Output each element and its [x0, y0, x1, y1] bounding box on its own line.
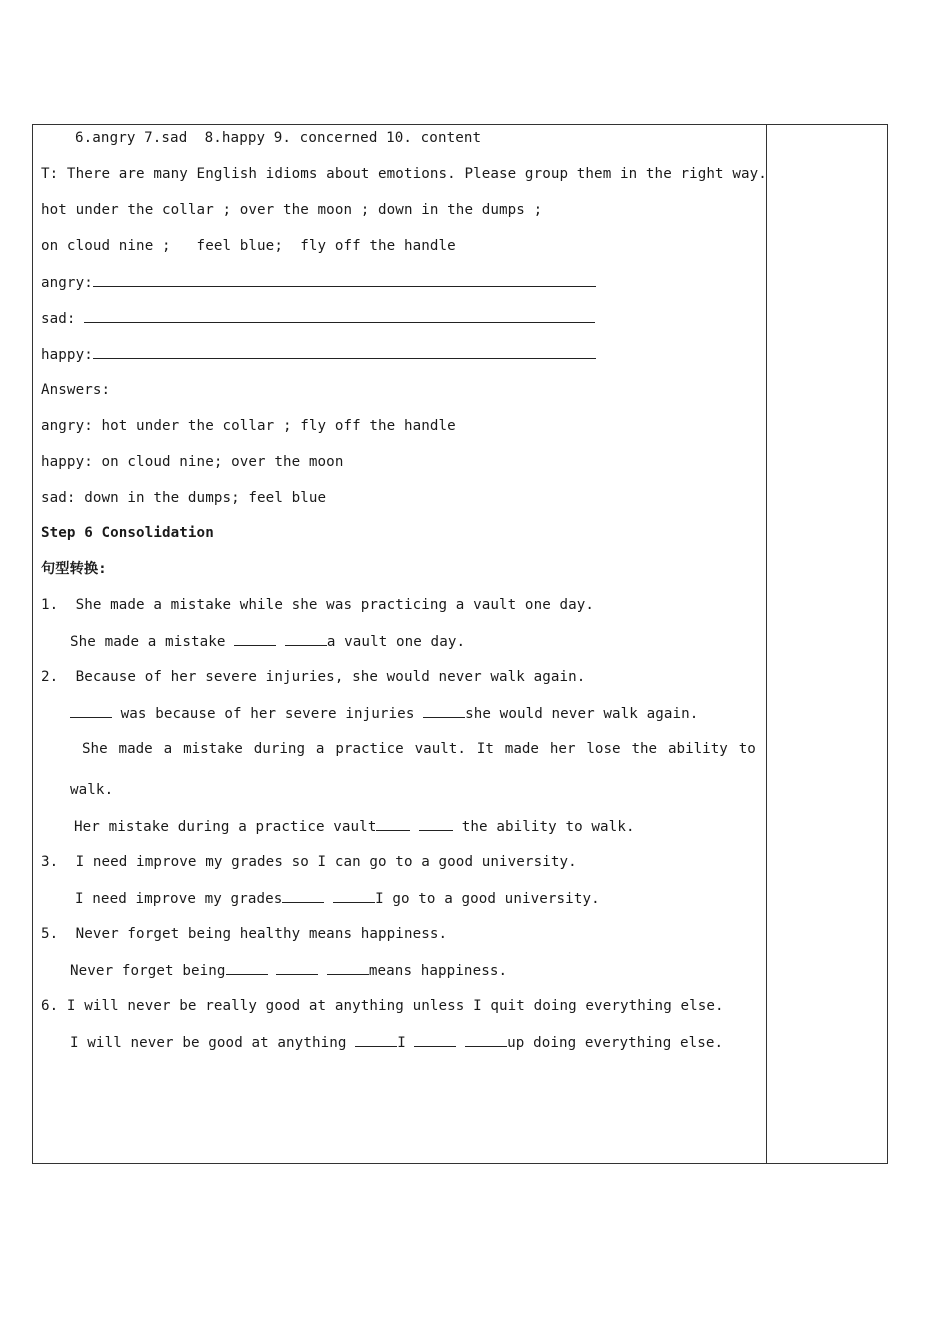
q5-blank-1[interactable] — [226, 960, 268, 975]
q2-text-b: she would never walk again. — [465, 706, 699, 722]
question-3: 3. I need improve my grades so I can go to a good university. — [41, 854, 577, 870]
q2b-word: It — [476, 741, 494, 757]
q2b-word: mistake — [183, 741, 243, 757]
q1-text-c: a vault one day. — [326, 634, 466, 650]
angry-row — [41, 272, 596, 293]
q2b-word: to — [738, 741, 756, 757]
q1-space — [276, 634, 285, 650]
q6-space — [456, 1035, 465, 1051]
question-1-rewrite — [70, 631, 465, 652]
q2b-word: a — [315, 741, 325, 757]
q2-blank-2[interactable] — [423, 703, 465, 718]
idiom-list-1: hot under the collar ; over the moon ; down in the dumps ; — [41, 202, 543, 218]
question-2-rewrite — [70, 703, 698, 724]
q6-text-b: I — [397, 1035, 415, 1051]
question-2b — [82, 739, 756, 759]
question-5-rewrite — [70, 960, 507, 981]
q3-text-c: I go to a good university. — [375, 891, 600, 907]
q5-space — [318, 963, 327, 979]
answer-sad: sad: down in the dumps; feel blue — [41, 490, 327, 506]
happy-blank[interactable] — [93, 344, 596, 359]
happy-label: happy: — [41, 347, 93, 363]
q2b-word: the — [631, 741, 658, 757]
q3-space — [324, 891, 333, 907]
sad-label: sad: — [41, 311, 85, 327]
q5-blank-3[interactable] — [327, 960, 369, 975]
question-6-rewrite — [70, 1032, 723, 1053]
happy-row — [41, 344, 596, 365]
sad-blank[interactable] — [84, 308, 595, 323]
exercise-heading: 句型转换: — [41, 561, 107, 577]
q2b-word: vault. — [414, 741, 466, 757]
q2b-word: ability — [668, 741, 728, 757]
q6-text-d: up doing everything else. — [507, 1035, 724, 1051]
q6-blank-2[interactable] — [414, 1032, 456, 1047]
q1-blank-1[interactable] — [234, 631, 276, 646]
q5-text-d: means happiness. — [368, 963, 508, 979]
q2-blank-1[interactable] — [70, 703, 112, 718]
answer-angry: angry: hot under the collar ; fly off the handle — [41, 418, 456, 434]
q2b-word: made — [504, 741, 539, 757]
q2b-text-a: Her mistake during a practice vault — [74, 819, 377, 835]
q2b-word: lose — [586, 741, 621, 757]
question-5: 5. Never forget being healthy means happiness. — [41, 926, 448, 942]
q2b-text-c: the ability to walk. — [453, 819, 635, 835]
question-3-rewrite — [75, 888, 600, 909]
q3-blank-2[interactable] — [333, 888, 375, 903]
q2b-word: a — [163, 741, 173, 757]
q6-text-a: I will never be good at anything — [70, 1035, 356, 1051]
q3-blank-1[interactable] — [282, 888, 324, 903]
q3-text-a: I need improve my grades — [75, 891, 283, 907]
q2b-word: practice — [335, 741, 404, 757]
q2b-blank-2[interactable] — [419, 816, 453, 831]
q2-text-a: was because of her severe injuries — [112, 706, 424, 722]
q2b-blank-1[interactable] — [376, 816, 410, 831]
question-1: 1. She made a mistake while she was practicing a vault one day. — [41, 597, 595, 613]
idiom-list-2: on cloud nine ; feel blue; fly off the handle — [41, 238, 456, 254]
angry-label: angry: — [41, 275, 93, 291]
question-2b-rewrite — [74, 816, 635, 837]
answer-happy: happy: on cloud nine; over the moon — [41, 454, 344, 470]
q5-blank-2[interactable] — [276, 960, 318, 975]
sad-row — [41, 308, 595, 329]
q2b-word: made — [118, 741, 153, 757]
angry-blank[interactable] — [93, 272, 596, 287]
q2b-word: during — [253, 741, 306, 757]
q2b-word: She — [82, 741, 108, 757]
q2b-space — [410, 819, 419, 835]
step-heading: Step 6 Consolidation — [41, 525, 214, 541]
question-2b-cont: walk. — [70, 782, 114, 798]
question-6: 6. I will never be really good at anything unless I quit doing everything else. — [41, 998, 724, 1014]
question-2: 2. Because of her severe injuries, she would never walk again. — [41, 669, 586, 685]
answer-key-line: 6.angry 7.sad 8.happy 9. concerned 10. content — [75, 130, 482, 146]
q1-blank-2[interactable] — [285, 631, 327, 646]
q5-space — [268, 963, 277, 979]
q2b-word: her — [549, 741, 576, 757]
q1-text-a: She made a mistake — [70, 634, 235, 650]
column-divider — [766, 125, 767, 1163]
q6-blank-3[interactable] — [465, 1032, 507, 1047]
q5-text-a: Never forget being — [70, 963, 226, 979]
q6-blank-1[interactable] — [355, 1032, 397, 1047]
teacher-instruction: T: There are many English idioms about emotions. Please group them in the right way. — [41, 166, 767, 182]
answers-heading: Answers: — [41, 382, 111, 398]
